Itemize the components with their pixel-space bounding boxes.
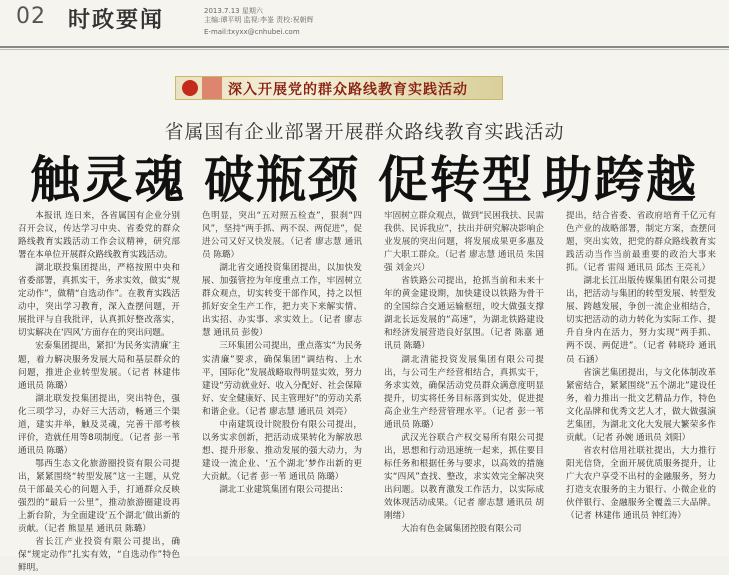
header-rule-thin (0, 49, 729, 50)
article-column-2 (202, 210, 362, 556)
article-column-1 (18, 210, 180, 574)
header-rule (0, 46, 729, 48)
page-number: 02 (16, 4, 46, 29)
article-kicker: 省属国有企业部署开展群众路线教育实践活动 (164, 121, 565, 143)
headline-part-3: 促转型 (378, 151, 534, 209)
emblem-icon (182, 80, 198, 96)
paragraph: 湖北联发投集团提出，突出特色，强化三项学习，办好三大活动，畅通三个渠道，建实并举，触及灵魂，完善干部考核评价，造就任用等8项制度。（记者 彭一苇 通讯员 陈璐） (18, 393, 180, 456)
banner-ribbon (202, 77, 222, 99)
paragraph: 湖北长江出版传媒集团有限公司提出，把活动与集团的转型发展、转型发展、跨越发展，争创一流企业相结合，切实把活动的动力转化为实际工作、提升自身内在活力，努力实现“两手抓、两不误、两促进”。（记者 韩晓玲 通讯员 石涵） (566, 276, 716, 365)
paragraph: 省铁路公司提出，抢抓当前和未来十年的黄金建设期，加快建设以铁路为骨干的全国综合交通运输枢纽，咬大做强支撑湖北长远发展的“高速”，为湖北铁路建设和经济发展营造良好氛围。（记者 陈嘉 通讯员 陈璐） (384, 276, 544, 352)
page-header (0, 0, 729, 48)
paragraph: 色明显，突出“五对照五检查”，狠刹“四风”，坚持“两手抓、两不误、两促进”，促进公司又好又快发展。（记者 廖志慧 通讯员 陈璐） (202, 211, 362, 261)
paragraph: 湖北联投集团提出，严格按照中央和省委部署，真抓实干，务求实效，做实“规定动作”，做精“自选动作”。在教育实践活动中，突出学习教育，深入查摆问题，开展批评与自我批评，认真抓好整改落实，切实解决在‘四风’方面存在的突出问题。 (18, 263, 180, 339)
paragraph: 武汉光谷联合产权交易所有限公司提出，思想和行动迅速统一起来，抓住要目标任务和根据任务与要求，以高效的措施实“四风”查找、整改，求实效完全解决突出问题。以教育激发工作活力，以实际成效体现活动成果。（记者 廖志慧 通讯员 胡刚绪） (384, 432, 544, 522)
paragraph: 鄂西生态文化旅游圈投资有限公司提出，紧紧围绕“转型发展”这一主题，从党员干部最关心的问题入手，打通群众反映强烈的“最后一公里”，推动旅游圈建设再上新台阶，为全面建设‘五个湖北’做出新的贡献。（记者 熊显星 通讯员 陈璐） (18, 458, 180, 535)
paragraph: 中南建筑设计院股份有限公司提出，以务实求创新，把活动成果转化为解放思想、提升形象、推动发展的强大动力，为建设一流企业、‘五个湖北’梦作出新的更大贡献。（记者 彭一苇 通讯员 陈璐） (202, 419, 362, 482)
paragraph: 本报讯 连日来，各省属国有企业分别召开会议，传达学习中央、省委党的群众路线教育实践活动工作会议精神，研究部署在本单位开展群众路线教育实践活动。 (18, 211, 180, 261)
headline-part-1: 触灵魂 (30, 151, 186, 209)
date-line: 2013.7.13 星期六 (204, 7, 263, 15)
article-column-4 (566, 210, 716, 556)
paragraph: 湖北工业建筑集团有限公司提出： (219, 484, 349, 495)
paragraph: 省演艺集团提出，与文化体制改革紧密结合，紧紧围绕“五个湖北”建设任务，着力推出一批文艺精品力作，特色文化品牌和优秀文艺人才，做大做强演艺集团，为湖北文化大发展大繁荣多作贡献。（记者 孙婉 通讯员 刘阳） (566, 367, 716, 443)
staff-line: 主编:谭平明 监视:李崟 责校:祝朝辉 (204, 16, 314, 24)
section-title: 时政要闻 (68, 8, 165, 33)
paragraph: 省长江产业投资有限公司提出，确保“规定动作”扎实有效，“自选动作”特色鲜明。 (18, 537, 180, 574)
headline-part-2: 破瓶颈 (204, 151, 360, 209)
paragraph: 大冶有色金属集团控股有限公司 (401, 524, 522, 535)
paragraph: 三环集团公司提出，重点落实“为民务实清廉”要求，确保集团“调结构、上水平，国际化”发展战略取得明显实效，努力建设“劳动就业好、收入分配好、社会保障好、安全健康好、民主管理好”的劳动关系和谐企业。（记者 廖志慧 通讯员 刘亮） (202, 341, 362, 417)
paragraph: 湖北清能投资发展集团有限公司提出，与公司生产经营相结合，真抓实干，务求实效，确保活动党员群众满意度明显提升，切实将任务目标落到实处，促进提高企业生产经营管理水平。（记者 彭一苇 通讯员 陈璐） (384, 354, 544, 430)
article-column-3 (384, 210, 544, 556)
paragraph: 宏泰集团提出，紧扣‘为民务实清廉’主题，着力解决服务发展大局和基层群众的问题，推进企业转型发展。（记者 林建伟 通讯员 陈璐） (18, 341, 180, 391)
headline-part-4: 助跨越 (542, 151, 698, 209)
banner-text: 深入开展党的群众路线教育实践活动 (228, 82, 468, 98)
paragraph: 省农村信用社联社提出，大力推行阳光信贷，全面开展优质服务提升，让广大农户享受不出村的金融服务，努力打造支农服务的主力银行、小微企业的伙伴银行、金融服务全覆盖三大品牌。（记者 林建伟 通讯员 钟红涛） (566, 445, 716, 522)
email-line: E-mail:txyxx@cnhubei.com (204, 28, 300, 36)
paragraph: 牢固树立群众观点，做到“民困我扶、民需我供、民诉我应”，扶出并研究解决影响企业发展的突出问题，将发展成果更多惠及广大职工群众。（记者 廖志慧 通讯员 朱国强 刘金兴） (384, 211, 544, 274)
paragraph: 湖北省交通投资集团提出，以加快发展、加强管控为年度重点工作，牢固树立群众观点，切实转变干部作风，持之以恒抓好安全生产工作，把力夹下来解实情、出实招、办实事、求实效上。（记者 廖志慧 通讯员 彭俊） (202, 263, 362, 339)
campaign-banner (175, 76, 503, 100)
paragraph: 提出，结合省委、省政府培育千亿元有色产业的战略部署，制定方案，查摆问题，突出实效，把党的群众路线教育实践活动当作当前最重要的政治大事来抓。（记者 雷闯 通讯员 邱杰 王亮礼） (566, 211, 716, 274)
